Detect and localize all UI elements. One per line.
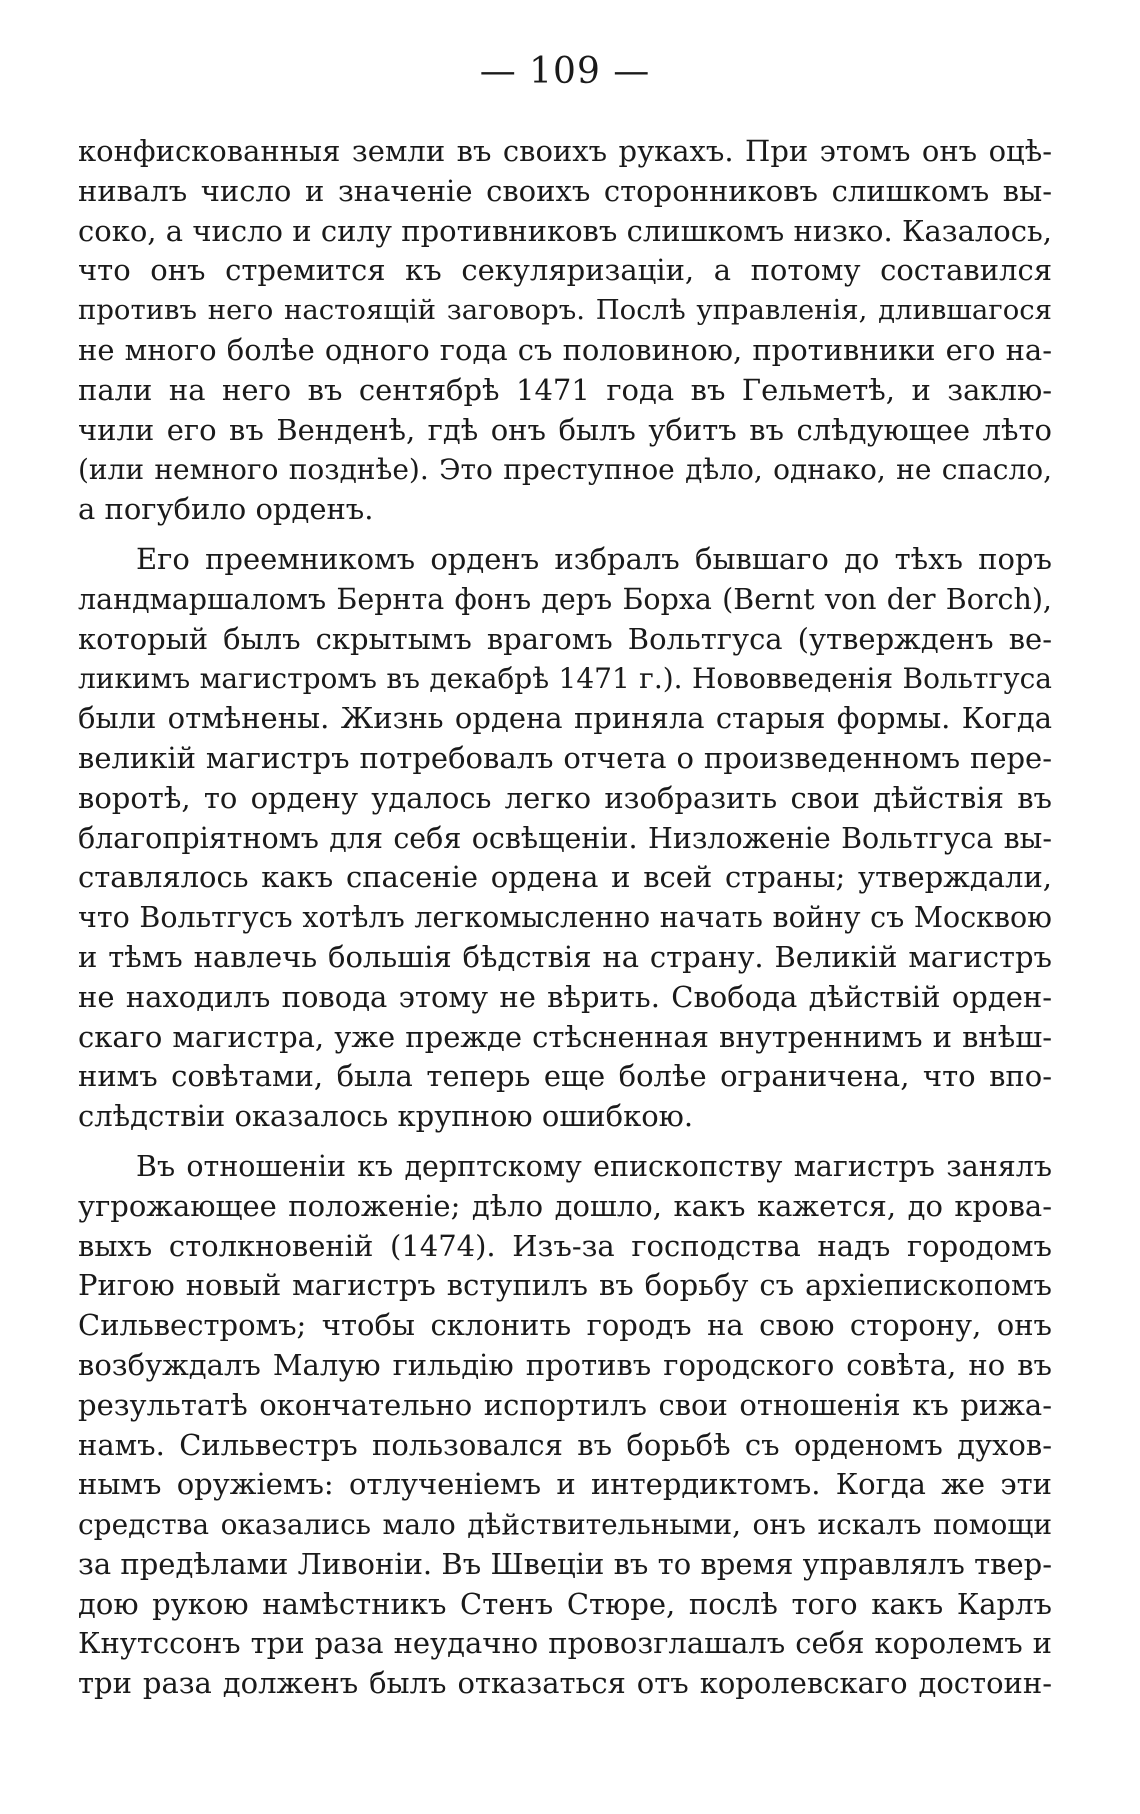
text-line: три раза долженъ былъ отказаться отъ королевскаго достоин- [78, 1666, 1052, 1701]
text-line: дою рукою намѣстникъ Стенъ Стюре, послѣ того какъ Карлъ [78, 1586, 1052, 1621]
text-line: Въ отношеніи къ дерптскому епископству магистръ занялъ [136, 1149, 1052, 1183]
text-line: а погубило орденъ. [78, 492, 374, 527]
text-line: слѣдствіи оказалось крупною ошибкою. [78, 1099, 694, 1134]
text-line: чили его въ Венденѣ, гдѣ онъ былъ убитъ въ слѣдующее лѣто [78, 412, 1052, 447]
text-line: что онъ стремится къ секуляризаціи, а потому составился [78, 253, 1052, 288]
text-line: ландмаршаломъ Бернта фонъ деръ Борха (Bernt von der Borch), [78, 582, 1052, 616]
text-line: результатѣ окончательно испортилъ свои отношенія къ рижа- [78, 1387, 1052, 1422]
text-line: благопріятномъ для себя освѣщеніи. Низложеніе Вольтгуса вы- [78, 821, 1052, 855]
paragraph-1 [78, 132, 1052, 530]
text-line: великій магистръ потребовалъ отчета о произведенномъ пере- [78, 740, 1052, 775]
text-line: конфискованныя земли въ своихъ рукахъ. При этомъ онъ оцѣ- [78, 134, 1052, 168]
text-line: что Вольтгусъ хотѣлъ легкомысленно начать войну съ Москвою [78, 901, 1052, 935]
text-line: Ригою новый магистръ вступилъ въ борьбу съ архіепископомъ [78, 1268, 1052, 1303]
page-number: — 109 — [479, 51, 651, 92]
text-line: ликимъ магистромъ въ декабрѣ 1471 г.). Нововведенія Вольтгуса [78, 662, 1052, 696]
text-line: воротѣ, то ордену удалось легко изобразить свои дѣйствія въ [78, 780, 1052, 815]
paragraph-3 [78, 1147, 1052, 1704]
text-line: (или немного позднѣе). Это преступное дѣло, однако, не спасло, [78, 453, 1052, 487]
text-line: не находилъ повода этому не вѣрить. Свобода дѣйствій орден- [78, 979, 1052, 1014]
text-line: Кнутссонъ три раза неудачно провозглашалъ себя королемъ и [78, 1626, 1052, 1661]
text-line: нымъ оружіемъ: отлученіемъ и интердиктомъ. Когда же эти [78, 1467, 1052, 1502]
paragraph-2 [78, 540, 1052, 1137]
text-line: были отмѣнены. Жизнь ордена приняла старыя формы. Когда [78, 701, 1052, 736]
text-line: скаго магистра, уже прежде стѣсненная внутреннимъ и внѣш- [78, 1019, 1052, 1054]
text-line: нивалъ число и значеніе своихъ сторонниковъ слишкомъ вы- [78, 173, 1052, 208]
text-line: намъ. Сильвестръ пользовался въ борьбѣ съ орденомъ духов- [78, 1427, 1052, 1462]
text-line: Сильвестромъ; чтобы склонить городъ на свою сторону, онъ [78, 1308, 1052, 1343]
text-line: нимъ совѣтами, была теперь еще болѣе ограничена, что впо- [78, 1059, 1052, 1094]
text-line: возбуждалъ Малую гильдію противъ городского совѣта, но въ [78, 1347, 1052, 1382]
text-line: противъ него настоящій заговоръ. Послѣ управленія, длившагося [78, 294, 1052, 327]
text-line: и тѣмъ навлечь большія бѣдствія на страну. Великій магистръ [78, 939, 1052, 974]
text-line: соко, а число и силу противниковъ слишкомъ низко. Казалось, [78, 213, 1052, 248]
text-line: Его преемникомъ орденъ избралъ бывшаго до тѣхъ поръ [136, 541, 1052, 576]
text-line: который былъ скрытымъ врагомъ Вольтгуса (утвержденъ ве- [78, 621, 1052, 656]
text-line: за предѣлами Ливоніи. Въ Швеціи въ то время управлялъ твер- [78, 1546, 1052, 1581]
text-line: выхъ столкновеній (1474). Изъ-за господства надъ городомъ [78, 1228, 1052, 1263]
text-line: пали на него въ сентябрѣ 1471 года въ Гельметѣ, и заклю- [78, 372, 1052, 407]
text-line: не много болѣе одного года съ половиною, противники его на- [78, 332, 1052, 367]
text-line: ставлялось какъ спасеніе ордена и всей страны; утверждали, [78, 860, 1052, 895]
book-page [78, 40, 1052, 1780]
body-text [78, 132, 1052, 1704]
text-line: угрожающее положеніе; дѣло дошло, какъ кажется, до крова- [78, 1188, 1052, 1223]
text-line: средства оказались мало дѣйствительными, онъ искалъ помощи [78, 1508, 1052, 1542]
